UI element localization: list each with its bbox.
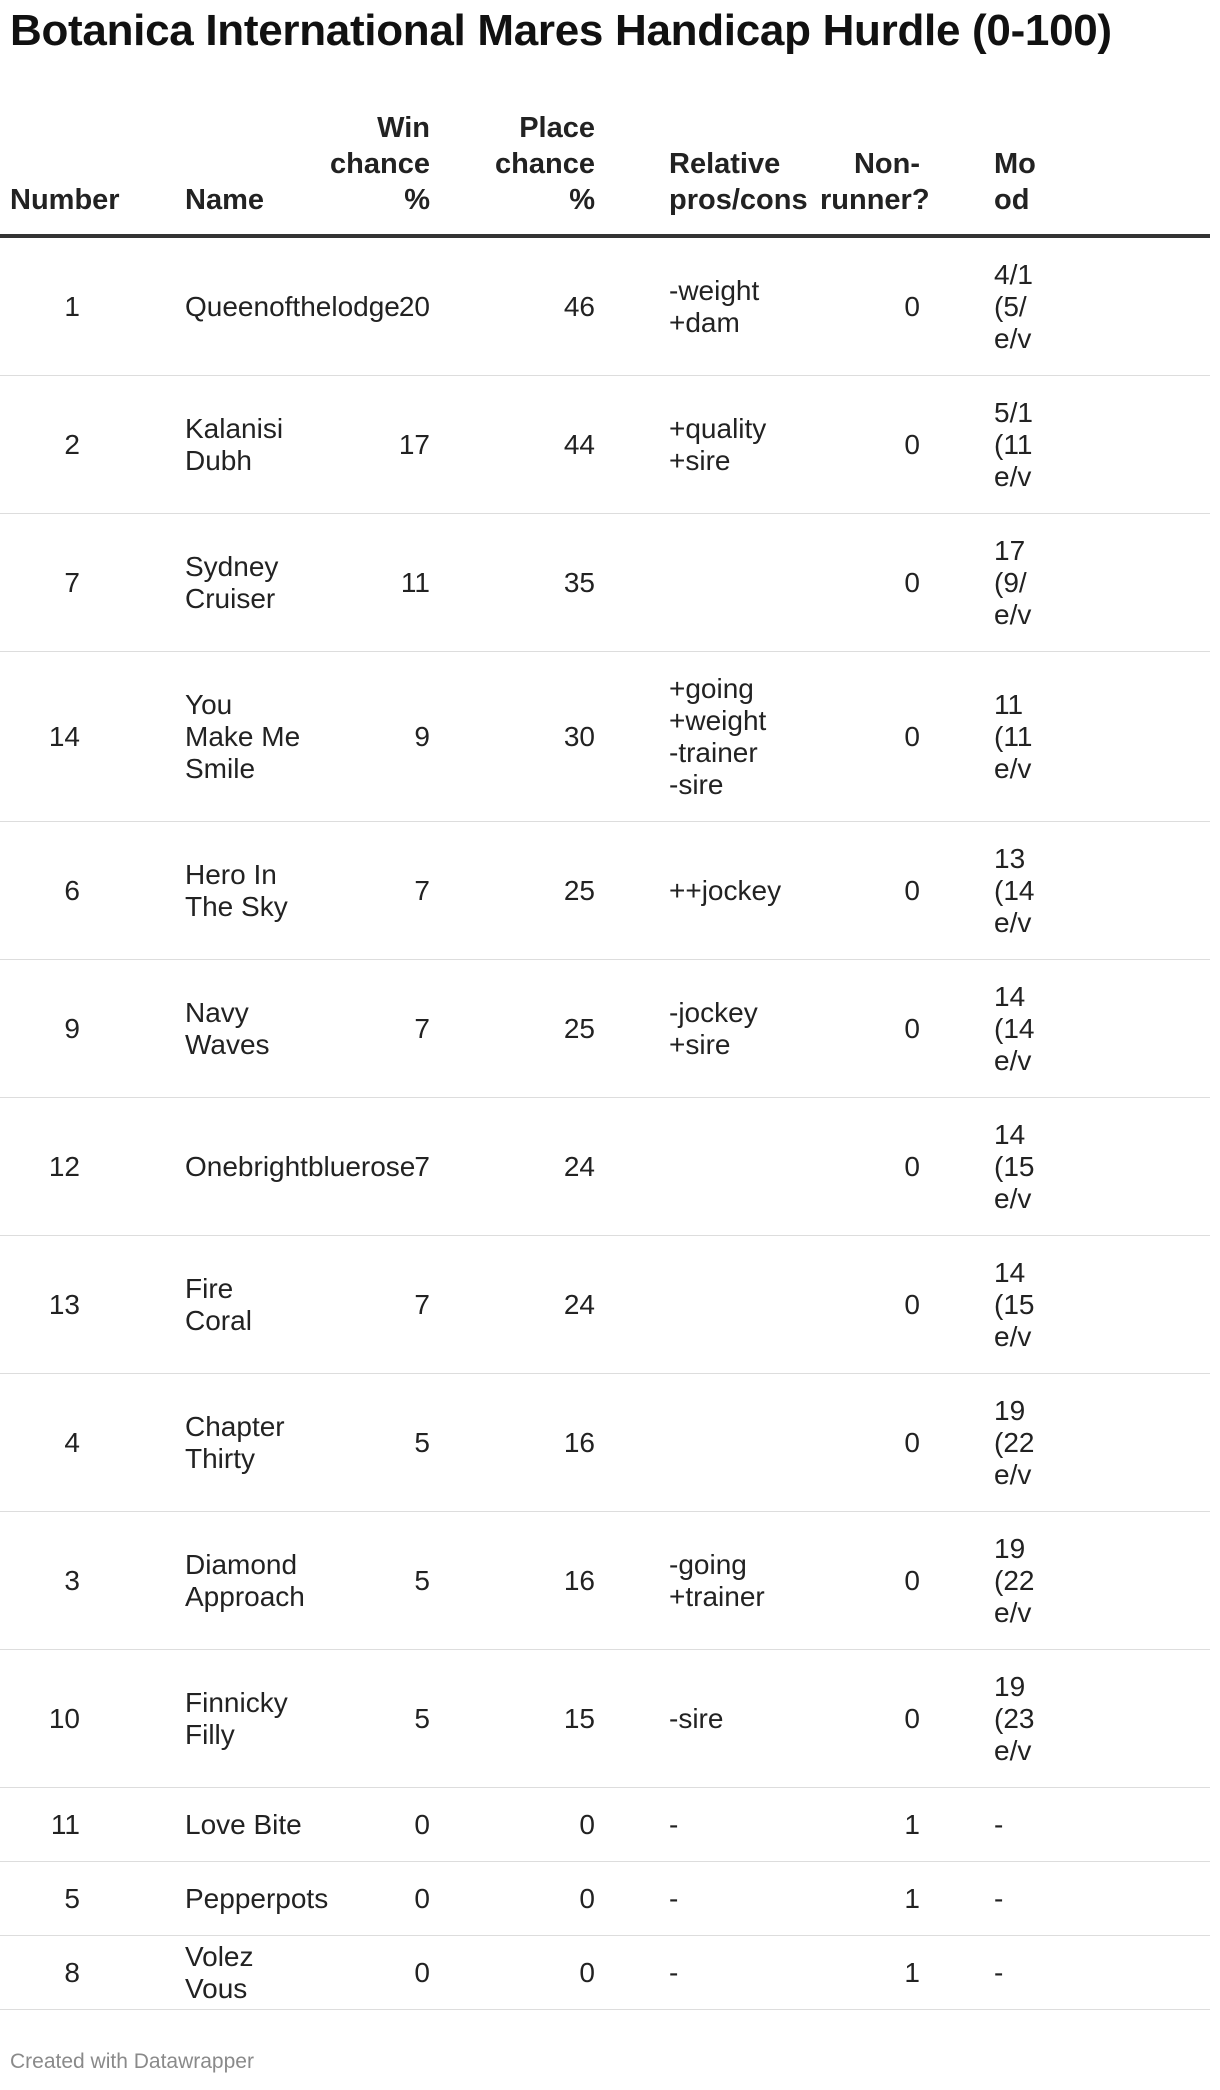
cell-win: 9 xyxy=(305,652,440,822)
cell-name xyxy=(130,514,305,652)
cell-line: +weight xyxy=(669,704,767,736)
cell-rel xyxy=(605,1512,820,1650)
cell-line: Hero In The Sky xyxy=(185,858,288,922)
cell-rel xyxy=(605,652,820,822)
cell-odds xyxy=(930,1098,1210,1236)
cell-number: 13 xyxy=(0,1236,130,1374)
column-header-odds[interactable] xyxy=(930,110,1210,236)
cell-odds xyxy=(930,1374,1210,1512)
cell-line: ++jockey xyxy=(669,874,782,906)
cell-place: 0 xyxy=(440,1862,605,1936)
cell-line: (22 xyxy=(994,1564,1035,1596)
cell-nr: 0 xyxy=(820,1098,930,1236)
cell-place: 0 xyxy=(440,1936,605,2010)
column-header-label: Relative xyxy=(669,148,781,180)
cell-odds xyxy=(930,822,1210,960)
cell-line: 19 xyxy=(994,1670,1026,1702)
cell-place: 24 xyxy=(440,1098,605,1236)
column-header-number[interactable] xyxy=(0,110,130,236)
footer-credit: Created with Datawrapper xyxy=(10,2050,254,2073)
cell-rel xyxy=(605,1650,820,1788)
table-row xyxy=(0,1650,1210,1788)
cell-odds xyxy=(930,960,1210,1098)
cell-rel xyxy=(605,960,820,1098)
column-header-label: Number xyxy=(10,184,120,216)
cell-line: e/v xyxy=(994,1044,1032,1076)
cell-win: 7 xyxy=(305,1098,440,1236)
column-header-label: chance xyxy=(495,148,595,180)
cell-line: (14 xyxy=(994,1012,1035,1044)
cell-rel xyxy=(605,1374,820,1512)
cell-line: You Make Me xyxy=(185,688,301,752)
cell-win: 5 xyxy=(305,1374,440,1512)
cell-odds xyxy=(930,236,1210,376)
cell-number: 7 xyxy=(0,514,130,652)
cell-number: 14 xyxy=(0,652,130,822)
cell-line: e/v xyxy=(994,1458,1032,1490)
cell-name xyxy=(130,1098,416,1236)
cell-name xyxy=(130,1374,305,1512)
cell-line: e/v xyxy=(994,1320,1032,1352)
cell-nr: 0 xyxy=(820,1512,930,1650)
cell-line: Pepperpots xyxy=(185,1882,329,1914)
cell-name xyxy=(130,376,305,514)
cell-line: (9/ xyxy=(994,566,1027,598)
cell-number: 8 xyxy=(0,1936,130,2010)
column-header-rel[interactable] xyxy=(605,110,820,236)
cell-win: 5 xyxy=(305,1512,440,1650)
cell-odds xyxy=(930,1862,1210,1936)
cell-line: Smile xyxy=(185,752,256,784)
cell-line: Chapter Thirty xyxy=(185,1410,285,1474)
cell-nr: 0 xyxy=(820,1650,930,1788)
cell-place: 0 xyxy=(440,1788,605,1862)
cell-rel xyxy=(605,1788,820,1862)
cell-nr: 1 xyxy=(820,1788,930,1862)
cell-name xyxy=(130,822,305,960)
cell-line: +trainer xyxy=(669,1580,765,1612)
data-table xyxy=(0,110,1210,2010)
cell-odds xyxy=(930,514,1210,652)
cell-number: 6 xyxy=(0,822,130,960)
table-row xyxy=(0,1788,1210,1862)
cell-line: (15 xyxy=(994,1150,1035,1182)
cell-place: 46 xyxy=(440,236,605,376)
cell-number: 1 xyxy=(0,236,130,376)
column-header-label: pros/cons xyxy=(669,184,808,216)
cell-line: 13 xyxy=(994,842,1026,874)
cell-place: 15 xyxy=(440,1650,605,1788)
cell-line: Onebrightbluerose xyxy=(185,1150,416,1182)
cell-number: 2 xyxy=(0,376,130,514)
cell-nr: 1 xyxy=(820,1862,930,1936)
cell-line: 14 xyxy=(994,1118,1026,1150)
cell-line: Fire Coral xyxy=(185,1272,252,1336)
cell-name xyxy=(130,1936,305,2010)
cell-line: 17 xyxy=(994,534,1026,566)
column-header-place[interactable] xyxy=(440,110,605,236)
cell-line: 4/1 xyxy=(994,258,1033,290)
cell-name xyxy=(130,1862,329,1936)
cell-line: Sydney Cruiser xyxy=(185,550,279,614)
table-row xyxy=(0,652,1210,822)
cell-name xyxy=(130,1236,305,1374)
cell-line: - xyxy=(994,1882,1004,1914)
cell-place: 30 xyxy=(440,652,605,822)
cell-line: - xyxy=(994,1956,1004,1988)
cell-rel xyxy=(605,514,820,652)
cell-line: +sire xyxy=(669,1028,731,1060)
cell-number: 12 xyxy=(0,1098,130,1236)
column-header-label: runner? xyxy=(820,184,930,216)
cell-number: 9 xyxy=(0,960,130,1098)
table-row xyxy=(0,1862,1210,1936)
cell-line: e/v xyxy=(994,460,1032,492)
cell-name xyxy=(130,1512,305,1650)
cell-win: 5 xyxy=(305,1650,440,1788)
cell-nr: 1 xyxy=(820,1936,930,2010)
cell-line: +going xyxy=(669,672,754,704)
cell-line: Kalanisi Dubh xyxy=(185,412,284,476)
cell-win: 20 xyxy=(305,236,440,376)
cell-line: +quality xyxy=(669,412,767,444)
table-row xyxy=(0,514,1210,652)
cell-place: 16 xyxy=(440,1512,605,1650)
cell-win: 11 xyxy=(305,514,440,652)
cell-name xyxy=(130,652,305,822)
cell-line: - xyxy=(669,1808,679,1840)
cell-nr: 0 xyxy=(820,376,930,514)
cell-odds xyxy=(930,1512,1210,1650)
column-header-label: Place xyxy=(519,112,595,144)
chart-title: Botanica International Mares Handicap Hurdle (0-100) xyxy=(10,6,1112,55)
table-row xyxy=(0,376,1210,514)
data-table-container[interactable] xyxy=(0,110,1210,2010)
cell-line: Diamond xyxy=(185,1548,298,1580)
cell-line: 11 xyxy=(994,688,1024,720)
cell-line: e/v xyxy=(994,598,1032,630)
cell-number: 11 xyxy=(0,1788,130,1862)
cell-nr: 0 xyxy=(820,1236,930,1374)
cell-nr: 0 xyxy=(820,236,930,376)
cell-line: -trainer xyxy=(669,736,758,768)
cell-line: (15 xyxy=(994,1288,1035,1320)
cell-nr: 0 xyxy=(820,652,930,822)
cell-line: 19 xyxy=(994,1532,1026,1564)
cell-place: 16 xyxy=(440,1374,605,1512)
cell-line: (5/ xyxy=(994,290,1027,322)
cell-line: - xyxy=(669,1956,679,1988)
cell-rel xyxy=(605,822,820,960)
cell-nr: 0 xyxy=(820,514,930,652)
column-header-label: Name xyxy=(185,184,264,216)
cell-line: e/v xyxy=(994,1182,1032,1214)
table-header-row xyxy=(0,110,1210,236)
cell-line: e/v xyxy=(994,752,1032,784)
column-header-label: chance xyxy=(330,148,430,180)
cell-line: (23 xyxy=(994,1702,1035,1734)
cell-number: 10 xyxy=(0,1650,130,1788)
cell-win: 0 xyxy=(305,1936,440,2010)
cell-line: e/v xyxy=(994,1596,1032,1628)
column-header-label: Non- xyxy=(853,148,920,180)
table-row xyxy=(0,1936,1210,2010)
cell-line: e/v xyxy=(994,322,1032,354)
cell-place: 44 xyxy=(440,376,605,514)
column-header-label: % xyxy=(404,184,430,216)
cell-line: +sire xyxy=(669,444,731,476)
cell-odds xyxy=(930,1236,1210,1374)
cell-name xyxy=(130,1650,305,1788)
table-row xyxy=(0,1098,1210,1236)
cell-line: 5/1 xyxy=(994,396,1033,428)
cell-line: 14 xyxy=(994,1256,1026,1288)
cell-nr: 0 xyxy=(820,1374,930,1512)
cell-rel xyxy=(605,1098,820,1236)
cell-win: 0 xyxy=(305,1788,440,1862)
cell-place: 24 xyxy=(440,1236,605,1374)
column-header-win[interactable] xyxy=(305,110,440,236)
cell-line: Navy Waves xyxy=(185,996,270,1060)
column-header-label: % xyxy=(569,184,595,216)
cell-name xyxy=(130,1788,305,1862)
cell-line: Approach xyxy=(185,1580,305,1612)
cell-rel xyxy=(605,1862,820,1936)
table-body xyxy=(0,236,1210,2010)
cell-line: (22 xyxy=(994,1426,1035,1458)
column-header-name[interactable] xyxy=(130,110,305,236)
cell-line: Finnicky Filly xyxy=(185,1686,288,1750)
cell-rel xyxy=(605,1936,820,2010)
cell-number: 4 xyxy=(0,1374,130,1512)
cell-place: 35 xyxy=(440,514,605,652)
cell-rel xyxy=(605,236,820,376)
table-row xyxy=(0,822,1210,960)
cell-win: 7 xyxy=(305,960,440,1098)
cell-number: 3 xyxy=(0,1512,130,1650)
cell-win: 7 xyxy=(305,1236,440,1374)
table-row xyxy=(0,960,1210,1098)
column-header-label: Mo xyxy=(994,148,1036,180)
column-header-nr[interactable] xyxy=(820,110,930,236)
column-header-label: Win xyxy=(377,112,430,144)
cell-name xyxy=(130,236,400,376)
cell-place: 25 xyxy=(440,960,605,1098)
cell-line: e/v xyxy=(994,1734,1032,1766)
cell-line: 19 xyxy=(994,1394,1026,1426)
cell-line: - xyxy=(994,1808,1004,1840)
column-header-label: od xyxy=(994,184,1030,216)
cell-line: e/v xyxy=(994,906,1032,938)
cell-nr: 0 xyxy=(820,822,930,960)
cell-odds xyxy=(930,376,1210,514)
cell-number: 5 xyxy=(0,1862,130,1936)
cell-name xyxy=(130,960,305,1098)
cell-line: 14 xyxy=(994,980,1026,1012)
table-row xyxy=(0,236,1210,376)
cell-line: -weight xyxy=(669,274,760,306)
cell-place: 25 xyxy=(440,822,605,960)
cell-line: -jockey xyxy=(669,996,758,1028)
cell-line: - xyxy=(669,1882,679,1914)
cell-line: (14 xyxy=(994,874,1035,906)
cell-line: Love Bite xyxy=(185,1808,302,1840)
cell-line: +dam xyxy=(669,306,740,338)
cell-nr: 0 xyxy=(820,960,930,1098)
cell-odds xyxy=(930,1788,1210,1862)
cell-win: 7 xyxy=(305,822,440,960)
cell-line: -going xyxy=(669,1548,747,1580)
cell-line: (11 xyxy=(994,428,1033,460)
cell-rel xyxy=(605,376,820,514)
cell-rel xyxy=(605,1236,820,1374)
cell-win: 0 xyxy=(305,1862,440,1936)
cell-line: (11 xyxy=(994,720,1033,752)
table-row xyxy=(0,1236,1210,1374)
cell-odds xyxy=(930,1650,1210,1788)
cell-line: -sire xyxy=(669,1702,724,1734)
table-row xyxy=(0,1374,1210,1512)
cell-odds xyxy=(930,652,1210,822)
cell-line: -sire xyxy=(669,768,724,800)
cell-line: Queenofthelodge xyxy=(185,290,400,322)
cell-line: Volez Vous xyxy=(185,1940,254,2004)
cell-odds xyxy=(930,1936,1210,2010)
table-row xyxy=(0,1512,1210,1650)
cell-win: 17 xyxy=(305,376,440,514)
